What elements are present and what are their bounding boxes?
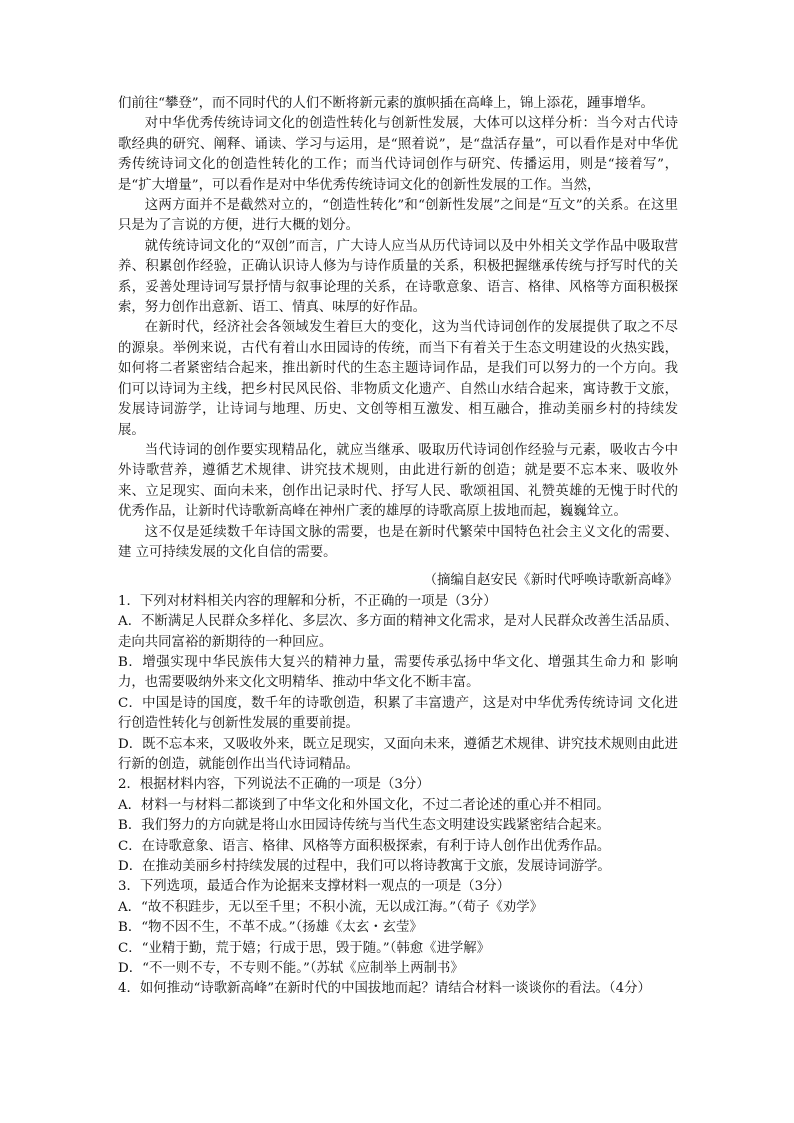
paragraph-mutual-text: 这两方面并不是截然对立的，“创造性转化”和“创新性发展”之间是“互文”的关系。在这里只是为了言说的方便，进行大概的划分。 bbox=[118, 198, 678, 234]
document-page bbox=[118, 94, 678, 1000]
paragraph-conclusion: 这不仅是延续数千年诗国文脉的需要，也是在新时代繁荣中国特色社会主义文化的需要、建 立可持续发展的文化自信的需要。 bbox=[118, 524, 678, 560]
question-1-option-d: D．既不忘本来，又吸收外来，既立足现实，又面向未来，遵循艺术规律、讲究技术规则由此进行新的创造，就能创作出当代诗词精品。 bbox=[118, 736, 678, 772]
source-citation: （摘编自赵安民《新时代呼唤诗歌新高峰》 bbox=[423, 573, 678, 589]
paragraph-analysis: 对中华优秀传统诗词文化的创造性转化与创新性发展，大体可以这样分析：当今对古代诗歌经典的研究、阐释、诵读、学习与运用，是“照着说”，是“盘活存量”，可以看作是对中华优秀传统诗词文化的创造性转化的工作；而当代诗词创作与研究、传播运用，则是“接着写”，是“扩大增量”，可以看作是对中华优秀传统诗词文化的创新性发展的工作。当然， bbox=[118, 116, 678, 193]
question-2-option-b: B．我们努力的方向就是将山水田园诗传统与当代生态文明建设实践紧密结合起来。 bbox=[118, 818, 610, 834]
question-3-option-a: A．“故不积跬步，无以至千里；不积小流，无以成江海。”（荀子《劝学》 bbox=[118, 899, 544, 915]
question-1-option-c: C．中国是诗的国度，数千年的诗歌创造，积累了丰富遗产，这是对中华优秀传统诗词 文化进行创造性转化与创新性发展的重要前提。 bbox=[118, 695, 678, 732]
question-2-option-c: C．在诗歌意象、语言、格律、风格等方面积极探索，有利于诗人创作出优秀作品。 bbox=[118, 838, 611, 854]
question-2: 2．根据材料内容，下列说法不正确的一项是（3分） bbox=[118, 777, 430, 793]
question-4: 4．如何推动“诗歌新高峰”在新时代的中国拔地而起？请结合材料一谈谈你的看法。（4分） bbox=[118, 981, 651, 997]
question-3-option-d: D．“不一则不专，不专则不能。”（苏轼《应制举上两制书》 bbox=[118, 961, 464, 977]
question-3-option-c: C．“业精于勤，荒于嬉；行成于思，毁于随。”（韩愈《进学解》 bbox=[118, 940, 491, 956]
paragraph-quality-works: 当代诗词的创作要实现精品化，就应当继承、吸取历代诗词创作经验与元素，吸收古今中外诗歌营养，遵循艺术规律、讲究技术规则，由此进行新的创造；就是要不忘本来、吸收外来、立足现实、面向未来，创作出记录时代、抒写人民、歌颂祖国、礼赞英雄的无愧于时代的优秀作品，让新时代诗歌新高峰在神州广袤的雄厚的诗歌高原上拔地而起，巍巍耸立。 bbox=[118, 442, 678, 520]
paragraph-new-era: 在新时代，经济社会各领域发生着巨大的变化，这为当代诗词创作的发展提供了取之不尽的源泉。举例来说，古代有着山水田园诗的传统，而当下有着关于生态文明建设的火热实践，如何将二者紧密结合起来，推出新时代的生态主题诗词作品，是我们可以努力的一个方向。我们可以诗词为主线，把乡村民风民俗、非物质文化遗产、自然山水结合起来，寓诗教于文旅，发展诗词游学，让诗词与地理、历史、文创等相互激发、相互融合，推动美丽乡村的持续发展。 bbox=[118, 320, 678, 438]
question-2-option-a: A．材料一与材料二都谈到了中华文化和外国文化，不过二者论述的重心并不相同。 bbox=[118, 797, 610, 813]
paragraph-continuation: 们前往“攀登”，而不同时代的人们不断将新元素的旗帜插在高峰上，锦上添花，踵事增华。 bbox=[118, 96, 654, 111]
question-1-option-b: B．增强实现中华民族伟大复兴的精神力量，需要传承弘扬中华文化、增强其生命力和 影响力，也需要吸纳外来文化文明精华、推动中华文化不断丰富。 bbox=[118, 654, 678, 691]
question-2-option-d: D．在推动美丽乡村持续发展的过程中，我们可以将诗教寓于文旅，发展诗词游学。 bbox=[118, 859, 611, 875]
question-1: 1．下列对材料相关内容的理解和分析，不正确的一项是（3分） bbox=[118, 593, 497, 609]
paragraph-dual-innovation: 就传统诗词文化的“双创”而言，广大诗人应当从历代诗词以及中外相关文学作品中吸取营养、积累创作经验，正确认识诗人修为与诗作质量的关系，积极把握继承传统与抒写时代的关系，妥善处理诗词写景抒情与叙事论理的关系，在诗歌意象、语言、格律、风格等方面积极探索，努力创作出意新、语工、情真、味厚的好作品。 bbox=[118, 238, 678, 316]
question-3: 3．下列选项，最适合作为论据来支撑材料一观点的一项是（3分） bbox=[118, 879, 510, 895]
question-1-option-a: A．不断满足人民群众多样化、多层次、多方面的精神文化需求，是对人民群众改善生活品质、走向共同富裕的新期待的一种回应。 bbox=[118, 614, 678, 650]
question-3-option-b: B．“物不因不生，不革不成。”（扬雄《太玄・玄莹》 bbox=[118, 920, 423, 936]
